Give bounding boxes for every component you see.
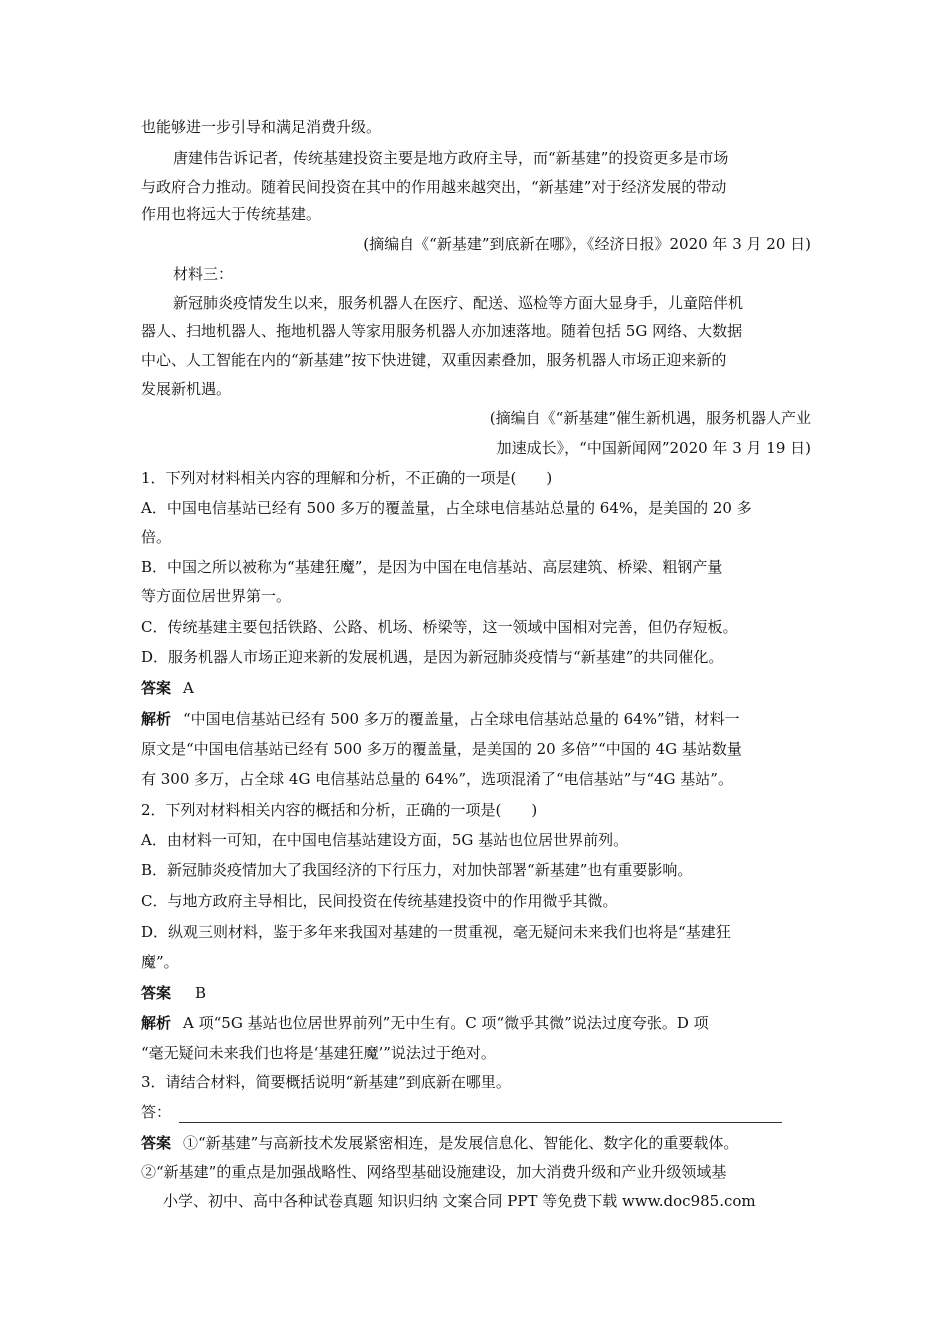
answer-row <box>141 982 811 1004</box>
answer-label: 答案 <box>141 984 172 1002</box>
question-3: 3．请结合材料，简要概括说明“新基建”到底新在哪里。 <box>141 1073 511 1091</box>
source-citation: (摘编自《“新基建”到底新在哪》，《经济日报》2020 年 3 月 20 日) <box>363 235 811 253</box>
option-d-cont: 魔”。 <box>141 953 179 971</box>
analysis-label: 解析 <box>141 1014 172 1032</box>
answer-prompt: 答： <box>141 1103 172 1121</box>
text-line: 器人、扫地机器人、拖地机器人等家用服务机器人亦加速落地。随着包括 5G 网络、大数据 <box>141 322 743 340</box>
question-2: 2．下列对材料相关内容的概括和分析，正确的一项是( ) <box>141 801 538 819</box>
text-line: 新冠肺炎疫情发生以来，服务机器人在医疗、配送、巡检等方面大显身手，儿童陪伴机 <box>173 294 744 312</box>
analysis-row <box>141 708 811 730</box>
option-c: C．传统基建主要包括铁路、公路、机场、桥梁等，这一领域中国相对完善，但仍存短板。 <box>141 618 738 636</box>
text-line: ②“新基建”的重点是加强战略性、网络型基础设施建设，加大消费升级和产业升级领域基 <box>141 1163 727 1181</box>
option-b: B．新冠肺炎疫情加大了我国经济的下行压力，对加快部署“新基建”也有重要影响。 <box>141 861 693 879</box>
answer-blank-row <box>141 1101 811 1123</box>
text-line: 中心、人工智能在内的“新基建”按下快进键，双重因素叠加，服务机器人市场正迎来新的 <box>141 351 727 369</box>
text-line: 有 300 多万，占全球 4G 电信基站总量的 64%”，选项混淆了“电信基站”与“4G 基站”。 <box>141 770 733 788</box>
analysis-row <box>141 1012 811 1034</box>
answer-text: ①“新基建”与高新技术发展紧密相连，是发展信息化、智能化、数字化的重要载体。 <box>183 1134 739 1152</box>
answer-value: A <box>183 679 194 697</box>
question-1: 1．下列对材料相关内容的理解和分析，不正确的一项是( ) <box>141 469 553 487</box>
section-heading: 材料三： <box>173 265 234 283</box>
analysis-text: “中国电信基站已经有 500 多万的覆盖量，占全球电信基站总量的 64%”错，材料一 <box>183 710 740 728</box>
answer-label: 答案 <box>141 679 172 697</box>
option-d: D．服务机器人市场正迎来新的发展机遇，是因为新冠肺炎疫情与“新基建”的共同催化。 <box>141 648 724 666</box>
option-a-cont: 倍。 <box>141 528 172 546</box>
analysis-label: 解析 <box>141 710 172 728</box>
option-b: B．中国之所以被称为“基建狂魔”，是因为中国在电信基站、高层建筑、桥梁、粗钢产量 <box>141 558 723 576</box>
answer-blank-line <box>179 1108 782 1123</box>
text-line: 作用也将远大于传统基建。 <box>141 205 322 223</box>
option-a: A．由材料一可知，在中国电信基站建设方面，5G 基站也位居世界前列。 <box>141 831 629 849</box>
answer-label: 答案 <box>141 1134 172 1152</box>
source-citation: 加速成长》，“中国新闻网”2020 年 3 月 19 日) <box>496 439 811 457</box>
answer-value: B <box>195 984 207 1002</box>
footer-banner: 小学、初中、高中各种试卷真题 知识归纳 文案合同 PPT 等免费下载 www.doc985.com <box>163 1192 756 1210</box>
answer-row <box>141 677 811 699</box>
text-line: 唐建伟告诉记者，传统基建投资主要是地方政府主导，而“新基建”的投资更多是市场 <box>173 149 729 167</box>
answer-row <box>141 1132 811 1154</box>
source-citation: (摘编自《“新基建”催生新机遇，服务机器人产业 <box>489 409 811 427</box>
option-a: A．中国电信基站已经有 500 多万的覆盖量，占全球电信基站总量的 64%，是美国的 20 多 <box>141 499 752 517</box>
text-line: 也能够进一步引导和满足消费升级。 <box>141 118 382 136</box>
text-line: 原文是“中国电信基站已经有 500 多万的覆盖量，是美国的 20 多倍”“中国的 4G 基站数量 <box>141 740 742 758</box>
option-b-cont: 等方面位居世界第一。 <box>141 587 292 605</box>
text-line: “毫无疑问未来我们也将是‘基建狂魔’”说法过于绝对。 <box>141 1044 496 1062</box>
text-line: 与政府合力推动。随着民间投资在其中的作用越来越突出，“新基建”对于经济发展的带动 <box>141 178 727 196</box>
text-line: 发展新机遇。 <box>141 380 232 398</box>
option-c: C．与地方政府主导相比，民间投资在传统基建投资中的作用微乎其微。 <box>141 892 618 910</box>
option-d: D．纵观三则材料，鉴于多年来我国对基建的一贯重视，毫无疑问未来我们也将是“基建狂 <box>141 923 731 941</box>
analysis-text: A 项“5G 基站也位居世界前列”无中生有。C 项“微乎其微”说法过度夸张。D 项 <box>183 1014 709 1032</box>
